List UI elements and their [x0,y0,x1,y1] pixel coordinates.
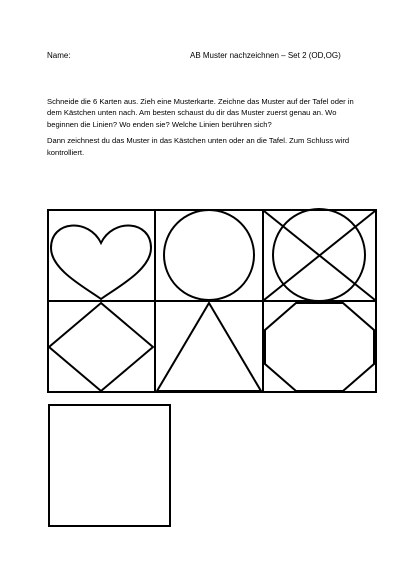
instructions [47,96,357,163]
octagon-icon [265,303,374,391]
diamond-icon [49,303,153,391]
circle-with-x-icon [264,209,375,301]
name-label: Name: [47,51,71,60]
drawing-box[interactable] [48,404,171,527]
heart-icon [51,226,151,299]
circle-icon [164,210,254,300]
worksheet-title: AB Muster nachzeichnen – Set 2 (OD,OG) [190,51,341,60]
pattern-cards-grid [46,208,378,394]
triangle-icon [157,303,261,391]
instruction-paragraph-1: Schneide die 6 Karten aus. Zieh eine Musterkarte. Zeichne das Muster auf der Tafel oder in dem Kästchen unten nach. Am besten schaust du dir das Muster zuerst genau an. Wo beginnen die Linien? Wo enden sie? Welche Linien berühren sich? [47,97,354,129]
instruction-paragraph-2: Dann zeichnest du das Muster in das Kästchen unten oder an die Tafel. Zum Schluss wird kontrolliert. [47,136,350,157]
